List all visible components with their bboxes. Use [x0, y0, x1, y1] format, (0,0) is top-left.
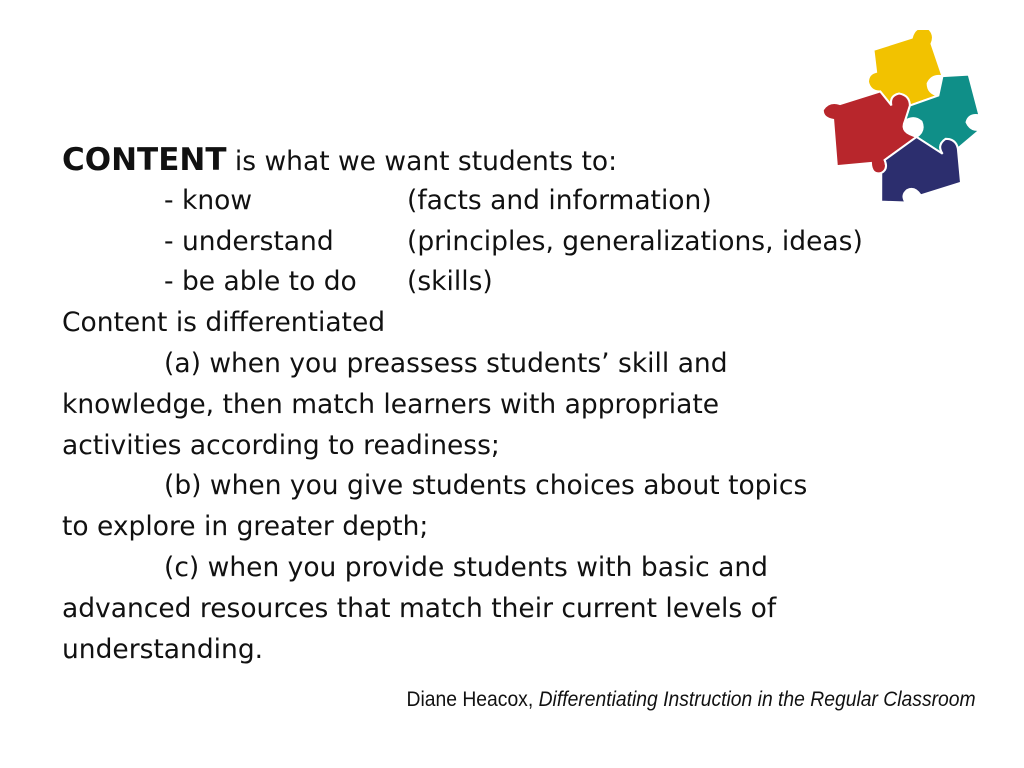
goal-know [62, 181, 982, 222]
goal-desc: (facts and information) [407, 184, 712, 216]
goal-term: - be able to do [164, 266, 357, 298]
point-b-line1: (b) when you give students choices about topics [164, 470, 808, 502]
point-c-line2: advanced resources that match their current levels of [62, 592, 777, 624]
goal-desc: (principles, generalizations, ideas) [407, 225, 863, 257]
citation [407, 688, 976, 712]
heading-line [62, 140, 982, 181]
heading-rest: is what we want students to: [226, 146, 617, 177]
point-c-line1: (c) when you provide students with basic and [164, 551, 768, 583]
content-body [62, 140, 982, 670]
point-c-line3: understanding. [62, 633, 264, 665]
goal-desc: (skills) [407, 266, 493, 298]
point-a-line2: knowledge, then match learners with appropriate [62, 388, 720, 420]
goal-term: - know [164, 184, 253, 216]
citation-author: Diane Heacox, [406, 688, 539, 711]
citation-title: Differentiating Instruction in the Regular Classroom [538, 688, 976, 711]
point-a-line1: (a) when you preassess students’ skill and [164, 347, 728, 379]
heading-keyword: CONTENT [62, 142, 227, 178]
point-b-line2: to explore in greater depth; [62, 511, 429, 543]
point-a-line3: activities according to readiness; [62, 429, 500, 461]
goal-term: - understand [164, 225, 334, 257]
goal-do [62, 262, 982, 303]
goal-understand [62, 222, 982, 263]
differentiated-intro: Content is differentiated [62, 307, 386, 339]
